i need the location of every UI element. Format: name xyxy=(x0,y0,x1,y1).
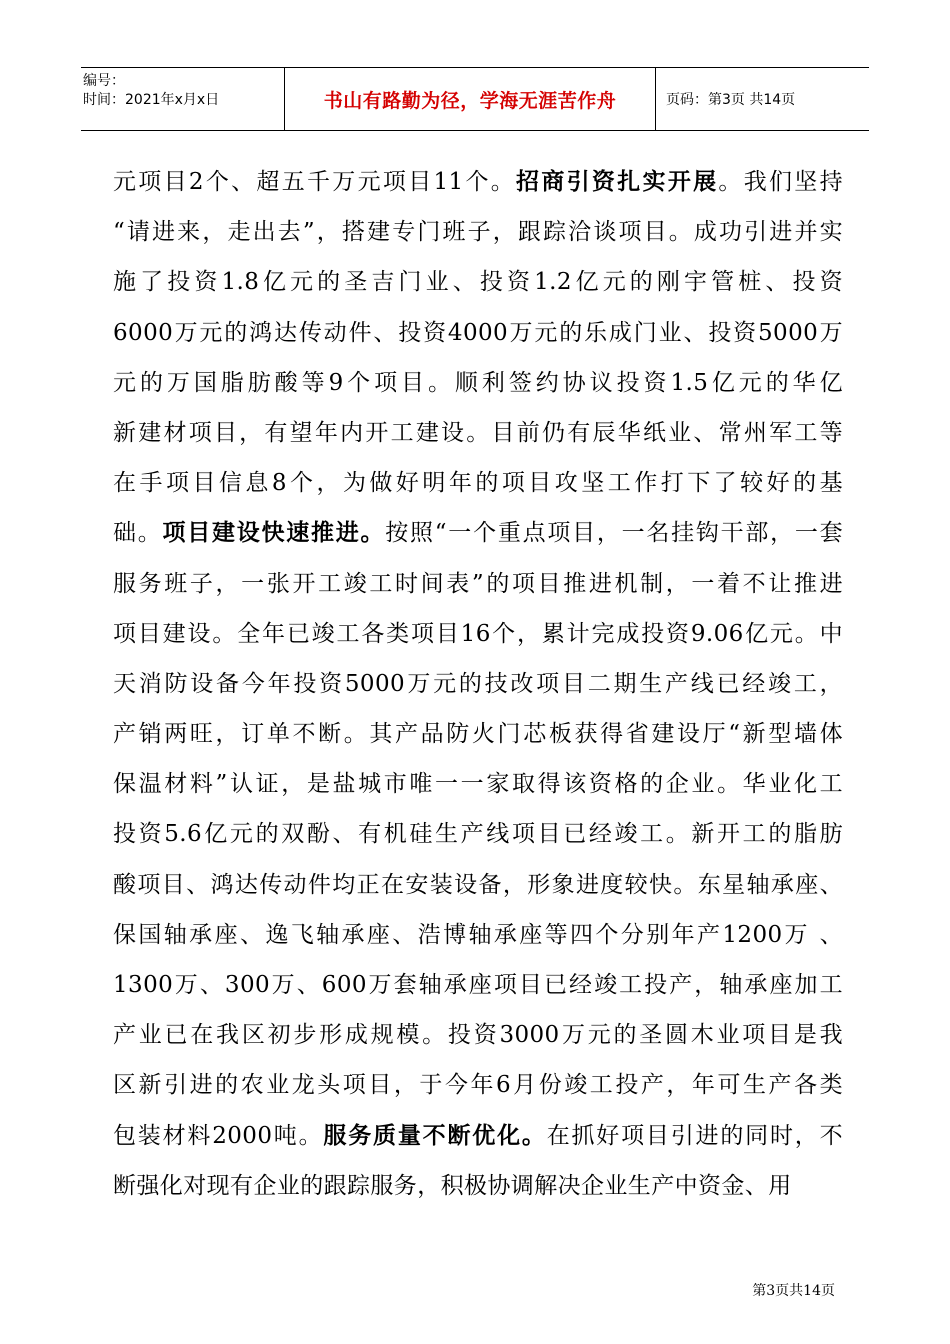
header-page-number: 页码：第3页 共14页 xyxy=(666,92,796,108)
document-body xyxy=(113,157,843,1211)
body-line xyxy=(113,257,843,307)
body-line xyxy=(113,659,843,709)
body-text-run: 产业已在我区初步形成规模。投资3000万元的圣圆木业项目是我 xyxy=(113,1022,843,1049)
body-text-run: 。我们坚持 xyxy=(718,169,844,195)
body-text-run: 新建材项目，有望年内开工建设。目前仍有辰华纸业、常州军工等 xyxy=(113,419,843,446)
body-line xyxy=(113,1161,843,1211)
body-text-run: 元的万国脂肪酸等9个项目。顺利签约协议投资1.5亿元的华亿 xyxy=(113,369,843,396)
body-line xyxy=(113,609,843,659)
page-header xyxy=(81,67,869,131)
body-text-run: 天消防设备今年投资5000万元的技改项目二期生产线已经竣工， xyxy=(113,670,843,697)
body-text-run: 产销两旺，订单不断。其产品防火门芯板获得省建设厅“新型墙体 xyxy=(113,721,843,748)
header-motto: 书山有路勤为径，学海无涯苦作舟 xyxy=(284,68,656,130)
body-line xyxy=(113,157,843,207)
body-text-run: 投资5.6亿元的双酚、有机硅生产线项目已经竣工。新开工的脂肪 xyxy=(113,821,843,848)
body-line xyxy=(113,458,843,508)
body-line xyxy=(113,759,843,809)
body-line xyxy=(113,1111,843,1161)
document-date-label: 时间：2021年x月x日 xyxy=(83,92,220,108)
body-text-run: 在抓好项目引进的同时，不 xyxy=(546,1122,843,1149)
body-line xyxy=(113,559,843,609)
body-line xyxy=(113,308,843,358)
body-text-run: 包装材料2000吨。 xyxy=(113,1122,324,1149)
section-heading: 项目建设快速推进。 xyxy=(162,520,386,547)
body-text-run: “请进来，走出去”，搭建专门班子，跟踪洽谈项目。成功引进并实 xyxy=(113,219,843,246)
body-line xyxy=(113,508,843,558)
body-line xyxy=(113,408,843,458)
body-text-run: 元项目2个、超五千万元项目11个。 xyxy=(113,169,517,195)
body-line xyxy=(113,1060,843,1110)
footer-page-number: 第3页共14页 xyxy=(752,1283,835,1299)
section-heading: 服务质量不断优化。 xyxy=(323,1122,547,1149)
section-heading: 招商引资扎实开展 xyxy=(516,169,719,195)
body-text-run: 区新引进的农业龙头项目，于今年6月份竣工投产，年可生产各类 xyxy=(113,1072,843,1099)
body-text-run: 服务班子，一张开工竣工时间表”的项目推进机制，一着不让推进 xyxy=(113,570,843,597)
body-text-run: 项目建设。全年已竣工各类项目16个，累计完成投资9.06亿元。中 xyxy=(113,620,843,647)
body-text-run: 在手项目信息8个，为做好明年的项目攻坚工作打下了较好的基 xyxy=(113,470,843,497)
body-text-run: 酸项目、鸿达传动件均正在安装设备，形象进度较快。东星轴承座、 xyxy=(113,871,843,898)
body-line xyxy=(113,1010,843,1060)
body-line xyxy=(113,910,843,960)
body-line xyxy=(113,960,843,1010)
body-text-run: 断强化对现有企业的跟踪服务，积极协调解决企业生产中资金、用 xyxy=(113,1172,792,1199)
body-line xyxy=(113,358,843,408)
document-number-label: 编号： xyxy=(83,73,125,89)
body-text-run: 保温材料”认证，是盐城市唯一一家取得该资格的企业。华业化工 xyxy=(113,771,843,798)
body-text-run: 6000万元的鸿达传动件、投资4000万元的乐成门业、投资5000万 xyxy=(113,319,843,346)
body-line xyxy=(113,709,843,759)
body-text-run: 按照“一个重点项目，一名挂钩干部，一套 xyxy=(385,520,843,547)
body-line xyxy=(113,207,843,257)
body-line xyxy=(113,809,843,859)
body-text-run: 1300万、300万、600万套轴承座项目已经竣工投产，轴承座加工 xyxy=(113,972,843,998)
body-line xyxy=(113,860,843,910)
body-text-run: 保国轴承座、逸飞轴承座、浩博轴承座等四个分别年产1200万 、 xyxy=(113,921,843,948)
body-text-run: 施了投资1.8亿元的圣吉门业、投资1.2亿元的刚宇管桩、投资 xyxy=(113,269,843,296)
header-meta xyxy=(81,68,284,130)
body-text-run: 础。 xyxy=(113,520,163,547)
